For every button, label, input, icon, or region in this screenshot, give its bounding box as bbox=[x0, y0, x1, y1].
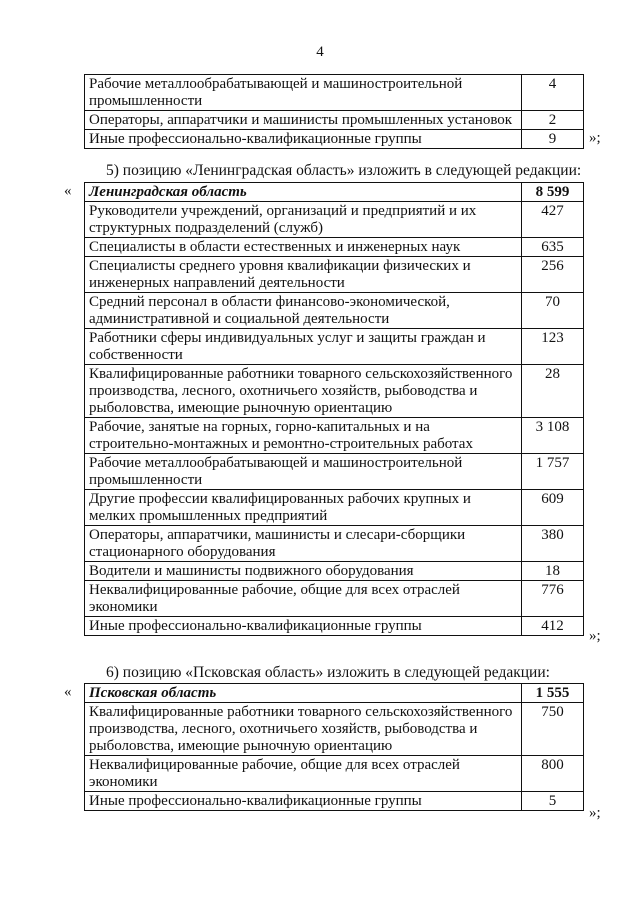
table-row bbox=[85, 792, 584, 811]
row-label: Квалифицированные работники товарного сельскохозяйственного производства, лесного, охотничьего хозяйств, рыбоводства и рыболовства, имеющие рыночную ориентацию bbox=[85, 365, 522, 418]
table-row bbox=[85, 329, 584, 365]
section-6-intro: 6) позицию «Псковская область» изложить в следующей редакции: bbox=[106, 664, 550, 681]
row-value: 609 bbox=[522, 490, 584, 526]
row-value: 123 bbox=[522, 329, 584, 365]
table-header-row bbox=[85, 684, 584, 703]
row-value: 28 bbox=[522, 365, 584, 418]
table-row bbox=[85, 418, 584, 454]
row-value: 750 bbox=[522, 703, 584, 756]
table-row bbox=[85, 111, 584, 130]
table-row bbox=[85, 490, 584, 526]
row-value: 5 bbox=[522, 792, 584, 811]
table-row bbox=[85, 293, 584, 329]
row-value: 70 bbox=[522, 293, 584, 329]
row-label: Операторы, аппаратчики и машинисты промышленных установок bbox=[85, 111, 522, 130]
opening-quote: « bbox=[64, 684, 72, 700]
table-row bbox=[85, 526, 584, 562]
row-label: Средний персонал в области финансово-экономической, административной и социальной деятельности bbox=[85, 293, 522, 329]
table-leningrad bbox=[84, 182, 584, 636]
region-total: 1 555 bbox=[522, 684, 584, 703]
row-value: 4 bbox=[522, 75, 584, 111]
table-row bbox=[85, 617, 584, 636]
row-value: 2 bbox=[522, 111, 584, 130]
table-row bbox=[85, 238, 584, 257]
table-row bbox=[85, 202, 584, 238]
row-label: Специалисты среднего уровня квалификации физических и инженерных направлений деятельности bbox=[85, 257, 522, 293]
row-label: Рабочие металлообрабатывающей и машиностроительной промышленности bbox=[85, 454, 522, 490]
row-label: Неквалифицированные рабочие, общие для всех отраслей экономики bbox=[85, 581, 522, 617]
row-label: Работники сферы индивидуальных услуг и защиты граждан и собственности bbox=[85, 329, 522, 365]
row-label: Иные профессионально-квалификационные группы bbox=[85, 130, 522, 149]
table-row bbox=[85, 130, 584, 149]
row-value: 256 bbox=[522, 257, 584, 293]
row-value: 412 bbox=[522, 617, 584, 636]
closing-quote: »; bbox=[589, 130, 601, 146]
region-title: Ленинградская область bbox=[85, 183, 522, 202]
table-row bbox=[85, 365, 584, 418]
table-pskov bbox=[84, 683, 584, 811]
row-value: 18 bbox=[522, 562, 584, 581]
region-total: 8 599 bbox=[522, 183, 584, 202]
table-row bbox=[85, 562, 584, 581]
row-value: 776 bbox=[522, 581, 584, 617]
row-value: 9 bbox=[522, 130, 584, 149]
row-label: Квалифицированные работники товарного сельскохозяйственного производства, лесного, охотничьего хозяйств, рыбоводства и рыболовства, имеющие рыночную ориентацию bbox=[85, 703, 522, 756]
page-number: 4 bbox=[316, 44, 324, 60]
row-value: 800 bbox=[522, 756, 584, 792]
row-label: Иные профессионально-квалификационные группы bbox=[85, 792, 522, 811]
row-label: Иные профессионально-квалификационные группы bbox=[85, 617, 522, 636]
row-label: Другие профессии квалифицированных рабочих крупных и мелких промышленных предприятий bbox=[85, 490, 522, 526]
row-value: 3 108 bbox=[522, 418, 584, 454]
table-row bbox=[85, 75, 584, 111]
table-row bbox=[85, 257, 584, 293]
table-row bbox=[85, 703, 584, 756]
row-label: Операторы, аппаратчики, машинисты и слесари-сборщики стационарного оборудования bbox=[85, 526, 522, 562]
opening-quote: « bbox=[64, 183, 72, 199]
row-label: Рабочие, занятые на горных, горно-капитальных и на строительно-монтажных и ремонтно-строительных работах bbox=[85, 418, 522, 454]
row-label: Специалисты в области естественных и инженерных наук bbox=[85, 238, 522, 257]
region-title: Псковская область bbox=[85, 684, 522, 703]
row-label: Рабочие металлообрабатывающей и машиностроительной промышленности bbox=[85, 75, 522, 111]
row-label: Неквалифицированные рабочие, общие для всех отраслей экономики bbox=[85, 756, 522, 792]
row-value: 1 757 bbox=[522, 454, 584, 490]
table-continuation bbox=[84, 74, 584, 149]
row-label: Руководители учреждений, организаций и предприятий и их структурных подразделений (служб) bbox=[85, 202, 522, 238]
closing-quote: »; bbox=[589, 628, 601, 644]
table-row bbox=[85, 581, 584, 617]
row-value: 635 bbox=[522, 238, 584, 257]
row-value: 427 bbox=[522, 202, 584, 238]
row-label: Водители и машинисты подвижного оборудования bbox=[85, 562, 522, 581]
table-row bbox=[85, 454, 584, 490]
table-header-row bbox=[85, 183, 584, 202]
closing-quote: »; bbox=[589, 805, 601, 821]
section-5-intro: 5) позицию «Ленинградская область» изложить в следующей редакции: bbox=[106, 162, 582, 179]
table-row bbox=[85, 756, 584, 792]
row-value: 380 bbox=[522, 526, 584, 562]
